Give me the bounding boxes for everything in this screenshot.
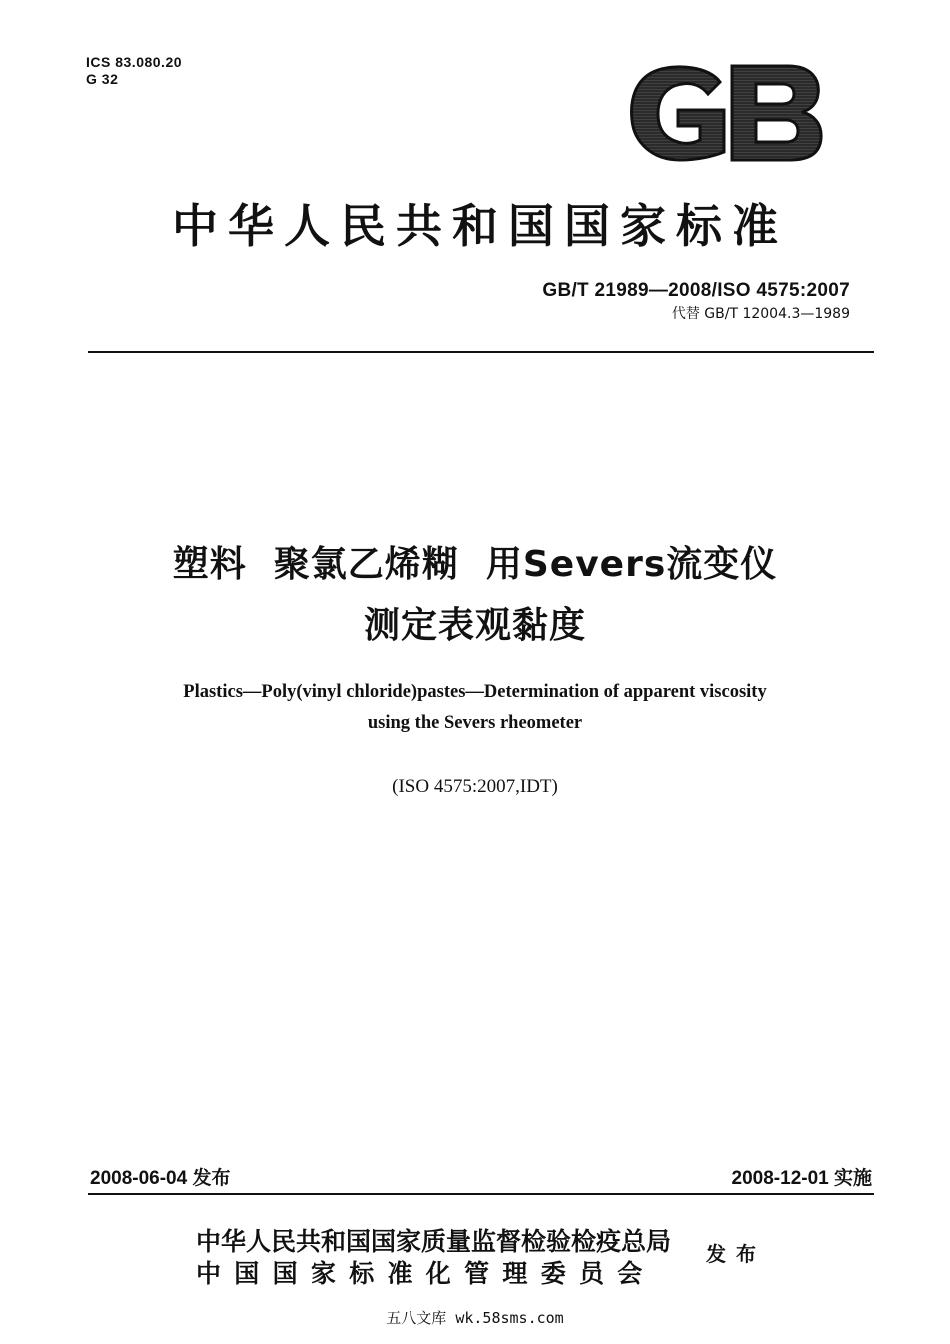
issue-date: 2008-06-04 发布 (90, 1168, 231, 1189)
footer-watermark-text: 五八文库 wk.58sms.com (386, 1309, 564, 1327)
english-title-line-2: using the Severs rheometer (367, 713, 583, 733)
main-title: 中华人民共和国国家标准 (172, 199, 788, 253)
english-title-line-1: Plastics—Poly(vinyl chloride)pastes—Determination of apparent viscosity (183, 682, 767, 702)
ccs-code: G 32 (86, 71, 119, 87)
bottom-divider (88, 1193, 874, 1195)
issuer-line-2: 中国国家标准化管理委员会 (196, 1259, 656, 1288)
gb-logo-text: GB (628, 62, 630, 63)
replaces-standard: 代替 GB/T 12004.3—1989 (671, 306, 850, 322)
implementation-date: 2008-12-01 实施 (731, 1168, 872, 1189)
gb-logo (628, 62, 824, 164)
iso-reference: (ISO 4575:2007,IDT) (392, 776, 558, 797)
issuer-line-1: 中华人民共和国国家质量监督检验检疫总局 (196, 1227, 672, 1256)
top-divider (88, 351, 874, 353)
chinese-title-line-2: 测定表观黏度 (363, 605, 586, 646)
publish-label: 发布 (706, 1242, 766, 1266)
ics-code: ICS 83.080.20 (86, 54, 183, 70)
standard-number: GB/T 21989—2008/ISO 4575:2007 (542, 280, 850, 301)
chinese-title-line-1: 塑料 聚氯乙烯糊 用Severs流变仪 (172, 544, 778, 585)
classification-codes (86, 54, 182, 88)
